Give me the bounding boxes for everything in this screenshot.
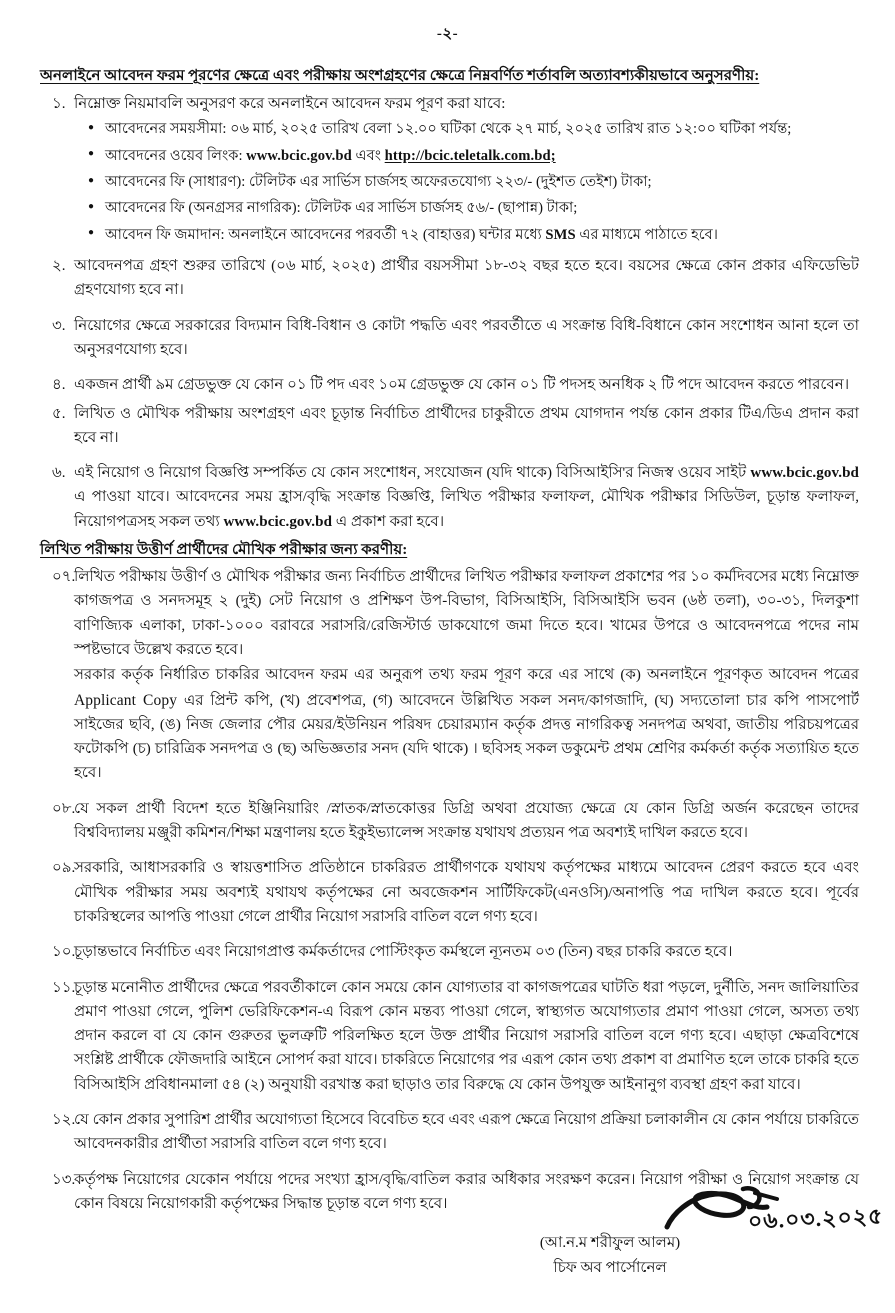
signature-date: ০৬.০৩.২০২৫: [747, 1203, 884, 1234]
bullet-item-fee-backward: [88, 197, 859, 220]
list-item-body: [74, 976, 863, 1097]
list-item-number: ১.: [52, 96, 66, 113]
bullet-item-fee-general: [88, 171, 859, 194]
list-item: [40, 940, 863, 964]
section-heading-viva-requirements: লিখিত পরীক্ষায় উত্তীর্ণ প্রার্থীদের মৌখিক পরীক্ষার জন্য করণীয়:: [40, 541, 408, 559]
link-bcic-gov-bd[interactable]: www.bcic.gov.bd: [750, 465, 859, 482]
list-item: [40, 254, 863, 303]
list-item: [40, 314, 863, 363]
bullet-text: আবেদনের ফি (সাধারণ): টেলিটক এর সার্ভিস চার্জসহ অফেরতযোগ্য ২২৩/- (দুইশত তেইশ) টাকা;: [105, 174, 652, 191]
document-content: [0, 47, 895, 1216]
list-item-body: [74, 254, 863, 303]
list-item-body: [74, 856, 863, 929]
list-item-body: [74, 797, 863, 846]
applicant-copy-label: Applicant Copy: [74, 691, 178, 709]
list-item-number: ১১.: [52, 979, 76, 996]
bullet-text-mid: এবং: [351, 147, 385, 164]
list-item-number: ১২.: [52, 1111, 76, 1128]
signature-block: [445, 1232, 775, 1279]
list-item-number: ০৯.: [52, 860, 76, 877]
list-item-body: [74, 940, 863, 964]
list-item-text: আবেদনপত্র গ্রহণ শুরুর তারিখে (০৬ মার্চ, ২০২৫) প্রার্থীর বয়সসীমা ১৮-৩২ বছর হতে হবে। বয়সের ক্ষেত্রে কোন প্রকার এফিডেভিট গ্রহণযোগ্য হবে না।: [74, 258, 859, 299]
list-item-body: [74, 1108, 863, 1157]
list-item-text: লিখিত ও মৌখিক পরীক্ষায় অংশগ্রহণ এবং চূড়ান্ত নির্বাচিত প্রার্থীদের চাকুরীতে প্রথম যোগদান পর্যন্ত কোন প্রকার টিএ/ডিএ প্রদান করা হবে না।: [74, 405, 859, 446]
list-item-number: ২.: [52, 258, 66, 275]
list-item: [40, 565, 863, 786]
bullet-text: আবেদনের ফি (অনগ্রসর নাগরিক): টেলিটক এর সার্ভিস চার্জসহ ৫৬/- (ছাপান্ন) টাকা;: [105, 200, 578, 217]
list-item-text-secondary: [74, 663, 859, 785]
text-segment: এই নিয়োগ ও নিয়োগ বিজ্ঞপ্তি সম্পর্কিত যে কোন সংশোধন, সংযোজন (যদি থাকে) বিসিআইসি'র নিজস্ব ওয়েব সাইট: [74, 465, 751, 482]
list-item-text: সরকারি, আধাসরকারি ও স্বায়ত্তশাসিত প্রতিষ্ঠানে চাকরিরত প্রার্থীগণকে যথাযথ কর্তৃপক্ষের মাধ্যমে আবেদন প্রেরণ করতে হবে এবং মৌখিক পরীক্ষার সময় অবশ্যই যথাযথ কর্তৃপক্ষের নো অবজেকশন সার্টিফিকেট(এনওসি)/অনাপত্তি পত্র দাখিল করতে হবে। পূর্বের চাকরিস্থলের আপত্তি পাওয়া গেলে প্রার্থীর নিয়োগ সরাসরি বাতিল বলে গণ্য হবে।: [74, 860, 859, 925]
list-item-text: লিখিত পরীক্ষায় উত্তীর্ণ ও মৌখিক পরীক্ষার জন্য নির্বাচিত প্রার্থীদের লিখিত পরীক্ষার ফলাফল প্রকাশের পর ১০ কর্মদিবসের মধ্যে নিম্নোক্ত কাগজপত্র ও সনদসমূহ ২ (দুই) সেট নিয়োগ ও প্রশিক্ষণ উপ-বিভাগ, বিসিআইসি, বিসিআইসি ভবন (৬ষ্ঠ তলা), ৩০-৩১, দিলকুশা বাণিজ্যিক এলাকা, ঢাকা-১০০০ বরাবরে সরাসরি/রেজিস্টার্ড ডাকযোগে জমা দিতে হবে। খামের উপরে ও আবেদনপত্রে পদের নাম স্পষ্টভাবে উল্লেখ করতে হবে।: [74, 569, 859, 658]
list-item-text: কর্তৃপক্ষ নিয়োগের যেকোন পর্যায়ে পদের সংখ্যা হ্রাস/বৃদ্ধি/বাতিল করার অধিকার সংরক্ষণ করেন। নিয়োগ পরীক্ষা ও নিয়োগ সংক্রান্ত যে কোন বিষয়ে নিয়োগকারী কর্তৃপক্ষের সিদ্ধান্ত চূড়ান্ত বলে গণ্য হবে।: [74, 1171, 859, 1212]
list-item-number: ৬.: [52, 465, 66, 482]
list-item-text: [74, 461, 859, 534]
sms-label: SMS: [545, 226, 576, 243]
list-item-text: নিম্নোক্ত নিয়মাবলি অনুসরণ করে অনলাইনে আবেদন ফরম পূরণ করা যাবে:: [74, 96, 506, 113]
link-bcic-teletalk[interactable]: http://bcic.teletalk.com.bd;: [384, 147, 556, 164]
signatory-title: চিফ অব পার্সোনেল: [553, 1259, 667, 1276]
bullet-item-deadline: [88, 118, 859, 141]
bullet-text-mid: এর মাধ্যমে পাঠাতে হবে।: [575, 226, 719, 243]
list-item-body: [74, 461, 863, 534]
section-heading-online-application: অনলাইনে আবেদন ফরম পূরণের ক্ষেত্রে এবং পরীক্ষায় অংশগ্রহণের ক্ষেত্রে নিম্নবর্ণিত শর্তাবলি অত্যাবশ্যকীয়ভাবে অনুসরণীয়:: [40, 67, 760, 84]
list-item-number: ৫.: [52, 405, 66, 422]
list-item: [40, 402, 863, 451]
bullet-item-fee-payment: [88, 224, 859, 247]
text-segment: এর প্রিন্ট কপি, (খ) প্রবেশপত্র, (গ) আবেদনে উল্লিখিত সকল সনদ/কাগজাদি, (ঘ) সদ্যতোলা চার কপি পাসপোর্ট সাইজের ছবি, (ঙ) নিজ জেলার পৌর মেয়র/ইউনিয়ন পরিষদ চেয়ারম্যান কর্তৃক প্রদত্ত নাগরিকত্ব সনদপত্র অথবা, জাতীয় পরিচয়পত্রের ফটোকপি (চ) চারিত্রিক সনদপত্র ও (ছ) অভিজ্ঞতার সনদ (যদি থাকে) । ছবিসহ সকল ডকুমেন্ট প্রথম শ্রেণির কর্মকর্তা কর্তৃক সত্যায়িত হতে হবে।: [74, 692, 859, 782]
link-bcic-gov-bd[interactable]: www.bcic.gov.bd: [246, 147, 352, 164]
text-segment: এ পাওয়া যাবে। আবেদনের সময় হ্রাস/বৃদ্ধি সংক্রান্ত বিজ্ঞপ্তি, লিখিত পরীক্ষার ফলাফল, মৌখিক পরীক্ষার সিডিউল, চূড়ান্ত ফলাফল, নিয়োগপত্রসহ সকল তথ্য: [74, 489, 859, 530]
list-item-number: ০৮.: [52, 800, 76, 817]
list-item-number: ৩.: [52, 317, 66, 334]
list-item: [40, 1108, 863, 1157]
list-item-text: যে সকল প্রার্থী বিদেশ হতে ইঞ্জিনিয়ারিং /স্নাতক/স্নাতকোত্তর ডিগ্রি অথবা প্রযোজ্য ক্ষেত্রে যে কোন ডিগ্রি অর্জন করেছেন তাদের বিশ্ববিদ্যালয় মঞ্জুরী কমিশন/শিক্ষা মন্ত্রণালয় হতে ইকুইভ্যালেন্স সংক্রান্ত যথাযথ প্রত্যয়ন পত্র অবশ্যই দাখিল করতে হবে।: [74, 800, 859, 842]
list-item-number: ১৩.: [52, 1171, 76, 1188]
list-item-body: [74, 1168, 863, 1217]
list-item-body: [74, 92, 863, 250]
bullet-list: [74, 118, 859, 247]
signatory-name: (আ.ন.ম শরীফুল আলম): [539, 1235, 681, 1251]
list-item-text: একজন প্রার্থী ৯ম গ্রেডভুক্ত যে কোন ০১ টি পদ এবং ১০ম গ্রেডভুক্ত যে কোন ০১ টি পদসহ অনধিক ২ টি পদে আবেদন করতে পারবেন।: [74, 377, 850, 394]
bullet-text: আবেদনের ওয়েব লিংক:: [105, 147, 247, 164]
list-item-text: চূড়ান্ত মনোনীত প্রার্থীদের ক্ষেত্রে পরবর্তীকালে কোন সময়ে কোন যোগ্যতার বা কাগজপত্রের ঘাটতি ধরা পড়লে, দুর্নীতি, সনদ জালিয়াতির প্রমাণ পাওয়া গেলে, পুলিশ ভেরিফিকেশন-এ বিরূপ কোন মন্তব্য পাওয়া গেলে, স্বাস্থ্যগত অযোগ্যতার প্রমাণ পাওয়া গেলে, অসত্য তথ্য প্রদান করলে বা যে কোন গুরুতর ভুলত্রুটি পরিলক্ষিত হলে উক্ত প্রার্থীর নিয়োগ সরাসরি বাতিল বলে গণ্য হবে। এছাড়া ক্ষেত্রবিশেষে সংশ্লিষ্ট প্রার্থীকে ফৌজদারি আইনে সোপর্দ করা যাবে। চাকরিতে নিয়োগের পর এরূপ কোন তথ্য প্রকাশ বা প্রমাণিত হলে তাকে চাকরি হতে বিসিআইসি প্রবিধানমালা ৫৪ (২) অনুযায়ী বরখাস্ত করা ছাড়াও তার বিরুদ্ধে যে কোন উপযুক্ত আইনানুগ ব্যবস্থা গ্রহণ করা যাবে।: [74, 979, 859, 1093]
list-item-body: [74, 314, 863, 363]
list-item: [40, 373, 863, 397]
text-segment: সরকার কর্তৃক নির্ধারিত চাকরির আবেদন ফরম এর অনুরূপ তথ্য ফরম পূরণ করে এর সাথে (ক) অনলাইনে পূরণকৃত আবেদন পত্রের: [74, 667, 859, 684]
list-item-number: ১০.: [52, 944, 76, 961]
link-bcic-gov-bd[interactable]: www.bcic.gov.bd: [223, 513, 333, 530]
list-item: [40, 976, 863, 1097]
bullet-text: আবেদন ফি জমাদান: অনলাইনে আবেদনের পরবর্তী ৭২ (বাহাত্তর) ঘন্টার মধ্যে: [105, 226, 546, 243]
page-number: -২-: [436, 26, 459, 42]
bullet-item-weblink: [88, 145, 859, 168]
list-item-text: চূড়ান্তভাবে নির্বাচিত এবং নিয়োগপ্রাপ্ত কর্মকর্তাদের পোস্টিংকৃত কর্মস্থলে ন্যূনতম ০৩ (তিন) বছর চাকরি করতে হবে।: [74, 944, 733, 961]
list-item-body: [74, 565, 863, 786]
list-item: [40, 797, 863, 846]
list-item: [40, 461, 863, 534]
list-item-body: [74, 373, 863, 397]
list-item-number: ৪.: [52, 377, 66, 394]
list-item-text: যে কোন প্রকার সুপারিশ প্রার্থীর অযোগ্যতা হিসেবে বিবেচিত হবে এবং এরূপ ক্ষেত্রে নিয়োগ প্রক্রিয়া চলাকালীন যে কোন পর্যায়ে চাকরিতে আবেদনকারীর প্রার্থীতা সরাসরি বাতিল বলে গণ্য হবে।: [74, 1111, 859, 1153]
list-item: [40, 92, 863, 250]
list-item-body: [74, 402, 863, 451]
list-item: [40, 856, 863, 929]
text-segment: এ প্রকাশ করা হবে।: [332, 513, 445, 530]
list-item-text: নিয়োগের ক্ষেত্রে সরকারের বিদ্যমান বিধি-বিধান ও কোটা পদ্ধতি এবং পরবর্তীতে এ সংক্রান্ত বিধি-বিধানে কোন সংশোধন আনা হলে তা অনুসরণযোগ্য হবে।: [74, 317, 859, 358]
list-item-number: ০৭.: [52, 569, 76, 586]
bullet-text: আবেদনের সময়সীমা: ০৬ মার্চ, ২০২৫ তারিখ বেলা ১২.০০ ঘটিকা থেকে ২৭ মার্চ, ২০২৫ তারিখ রাত ১২:০০ ঘটিকা পর্যন্ত;: [105, 121, 792, 138]
list-item: [40, 1168, 863, 1217]
